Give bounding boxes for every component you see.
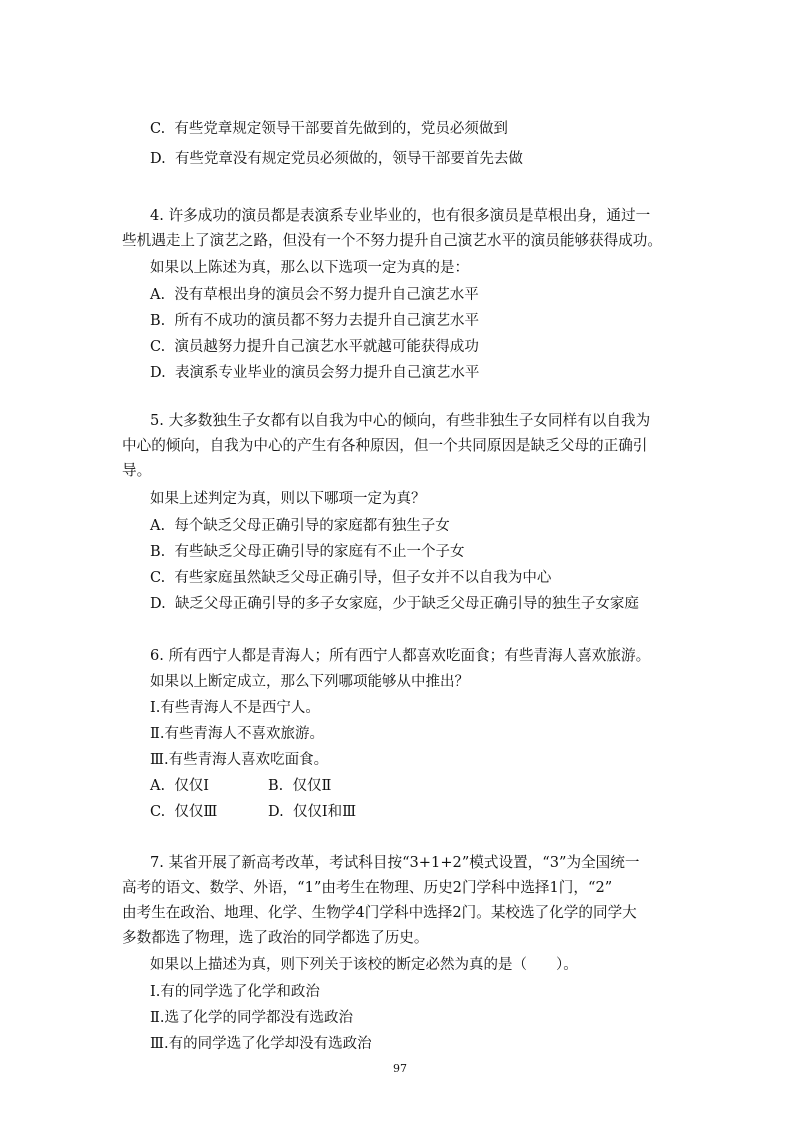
q6-stem: 6. 所有西宁人都是青海人；所有西宁人都喜欢吃面食；有些青海人喜欢旅游。: [150, 647, 651, 664]
q5-prompt: 如果上述判定为真，则以下哪项一定为真？: [150, 491, 426, 507]
q7-stem-line-3: 由考生在政治、地理、化学、生物学4门学科中选择2门。某校选了化学的同学大: [122, 904, 637, 921]
q7-prompt: 如果以上描述为真，则下列关于该校的断定必然为真的是（ ）。: [150, 957, 578, 973]
q5-stem-line-1: 5. 大多数独生子女都有以自我为中心的倾向，有些非独生子女同样有以自我为: [150, 412, 651, 429]
page-number: 97: [393, 1062, 407, 1075]
q4-option-b: B. 所有不成功的演员都不努力去提升自己演艺水平: [150, 313, 479, 329]
q6-statement-3: Ⅲ.有些青海人喜欢吃面食。: [150, 752, 329, 768]
q7-stem-line-4: 多数都选了物理，选了政治的同学都选了历史。: [122, 929, 429, 946]
q6-statement-2: Ⅱ.有些青海人不喜欢旅游。: [150, 726, 324, 742]
q7-statement-3: Ⅲ.有的同学选了化学却没有选政治: [150, 1036, 372, 1052]
q5-option-a: A. 每个缺乏父母正确引导的家庭都有独生子女: [150, 518, 450, 534]
q5-stem-line-3: 导。: [122, 462, 152, 479]
q3-option-c: C. 有些党章规定领导干部要首先做到的，党员必须做到: [150, 121, 508, 137]
q7-stem-line-2: 高考的语文、数学、外语，“1”由考生在物理、历史2门学科中选择1门，“2”: [122, 879, 613, 896]
q4-option-a: A. 没有草根出身的演员会不努力提升自己演艺水平: [150, 287, 479, 303]
q7-statement-1: Ⅰ.有的同学选了化学和政治: [150, 984, 320, 1000]
q7-stem-line-1: 7. 某省开展了新高考改革，考试科目按“3+1+2”模式设置，“3”为全国统一: [150, 854, 640, 871]
q3-option-d: D. 有些党章没有规定党员必须做的，领导干部要首先去做: [150, 151, 523, 167]
q4-stem-line-1: 4. 许多成功的演员都是表演系专业毕业的，也有很多演员是草根出身，通过一: [150, 207, 651, 224]
q6-statement-1: Ⅰ.有些青海人不是西宁人。: [150, 700, 320, 716]
q5-option-c: C. 有些家庭虽然缺乏父母正确引导，但子女并不以自我为中心: [150, 570, 552, 586]
q6-option-d: D. 仅仅Ⅰ和Ⅲ: [268, 804, 357, 820]
q6-option-b: B. 仅仅Ⅱ: [268, 778, 332, 794]
q7-statement-2: Ⅱ.选了化学的同学都没有选政治: [150, 1010, 353, 1026]
q5-stem-line-2: 中心的倾向，自我为中心的产生有各种原因，但一个共同原因是缺乏父母的正确引: [122, 437, 648, 454]
q4-stem-line-2: 些机遇走上了演艺之路，但没有一个不努力提升自己演艺水平的演员能够获得成功。: [122, 232, 662, 249]
q6-prompt: 如果以上断定成立，那么下列哪项能够从中推出？: [150, 674, 469, 690]
q6-option-a: A. 仅仅Ⅰ: [150, 778, 210, 794]
q4-option-d: D. 表演系专业毕业的演员会努力提升自己演艺水平: [150, 365, 480, 381]
q4-prompt: 如果以上陈述为真，那么以下选项一定为真的是：: [150, 260, 469, 276]
q5-option-b: B. 有些缺乏父母正确引导的家庭有不止一个子女: [150, 544, 465, 560]
q6-option-c: C. 仅仅Ⅲ: [150, 804, 218, 820]
q4-option-c: C. 演员越努力提升自己演艺水平就越可能获得成功: [150, 339, 479, 355]
q5-option-d: D. 缺乏父母正确引导的多子女家庭，少于缺乏父母正确引导的独生子女家庭: [150, 596, 639, 612]
